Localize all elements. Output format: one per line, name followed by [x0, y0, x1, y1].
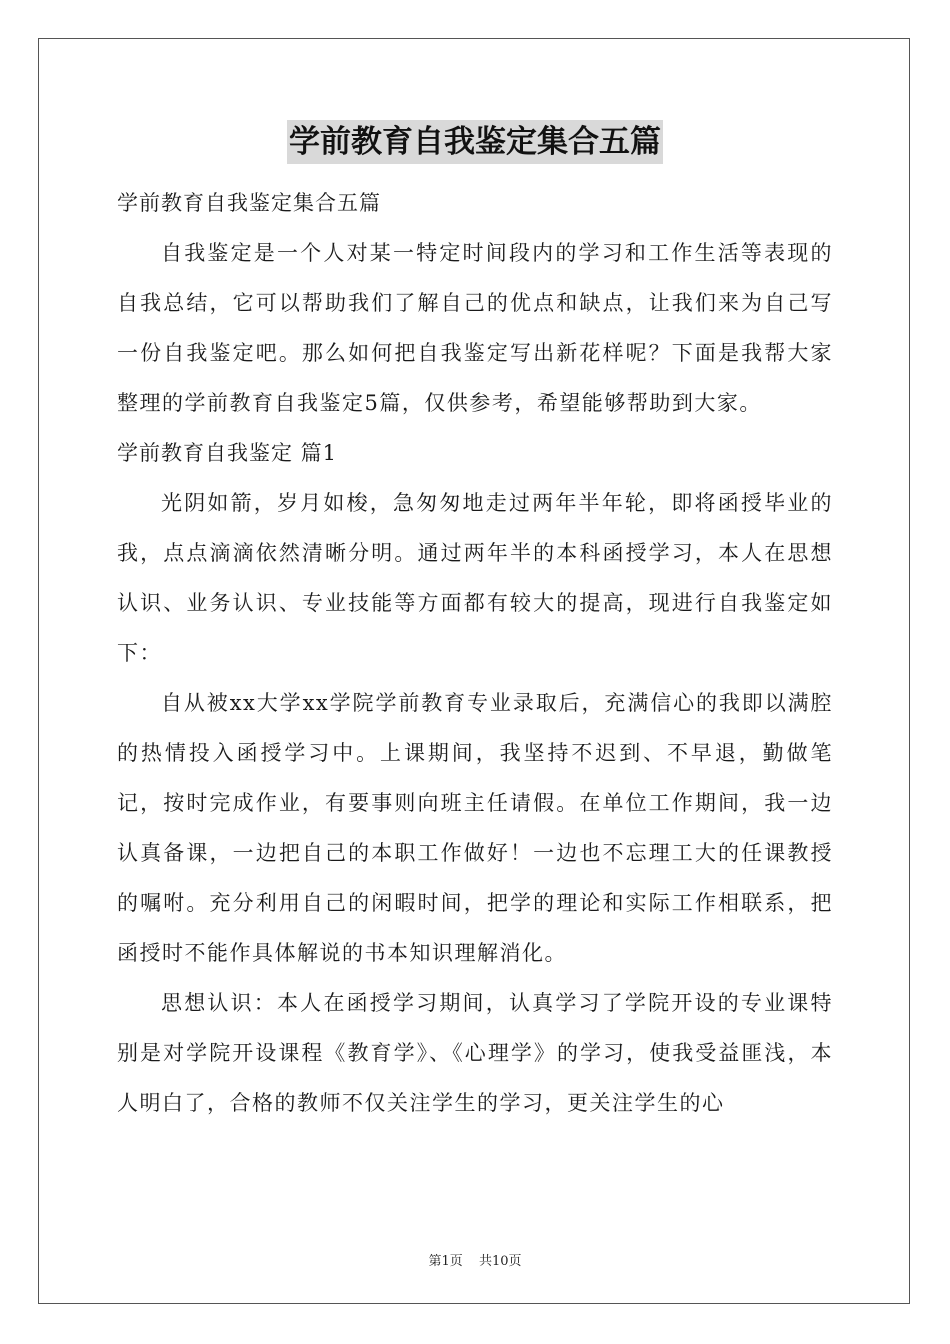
body-paragraph: 思想认识：本人在函授学习期间，认真学习了学院开设的专业课特别是对学院开设课程《教育学》、《心理学》的学习，使我受益匪浅，本人明白了，合格的教师不仅关注学生的学习，更关注学生的心	[117, 991, 833, 1115]
document-body	[117, 120, 833, 1128]
intro-paragraph: 自我鉴定是一个人对某一特定时间段内的学习和工作生活等表现的自我总结，它可以帮助我们了解自己的优点和缺点，让我们来为自己写一份自我鉴定吧。那么如何把自我鉴定写出新花样呢？下面是我帮大家整理的学前教育自我鉴定5篇，仅供参考，希望能够帮助到大家。	[117, 241, 833, 415]
document-title: 学前教育自我鉴定集合五篇	[287, 120, 663, 164]
section-heading: 学前教育自我鉴定 篇1	[117, 441, 338, 465]
document-subtitle: 学前教育自我鉴定集合五篇	[117, 191, 381, 215]
page-number: 第1页	[428, 1254, 463, 1269]
body-paragraph: 光阴如箭，岁月如梭，急匆匆地走过两年半年轮，即将函授毕业的我，点点滴滴依然清晰分明。通过两年半的本科函授学习，本人在思想认识、业务认识、专业技能等方面都有较大的提高，现进行自我鉴定如下：	[117, 491, 833, 665]
page-total: 共10页	[478, 1254, 522, 1269]
page-footer	[0, 1250, 950, 1269]
body-paragraph: 自从被xx大学xx学院学前教育专业录取后，充满信心的我即以满腔的热情投入函授学习中。上课期间，我坚持不迟到、不早退，勤做笔记，按时完成作业，有要事则向班主任请假。在单位工作期间，我一边认真备课，一边把自己的本职工作做好！一边也不忘理工大的任课教授的嘱咐。充分利用自己的闲暇时间，把学的理论和实际工作相联系，把函授时不能作具体解说的书本知识理解消化。	[117, 691, 833, 965]
title-wrap	[117, 120, 833, 164]
